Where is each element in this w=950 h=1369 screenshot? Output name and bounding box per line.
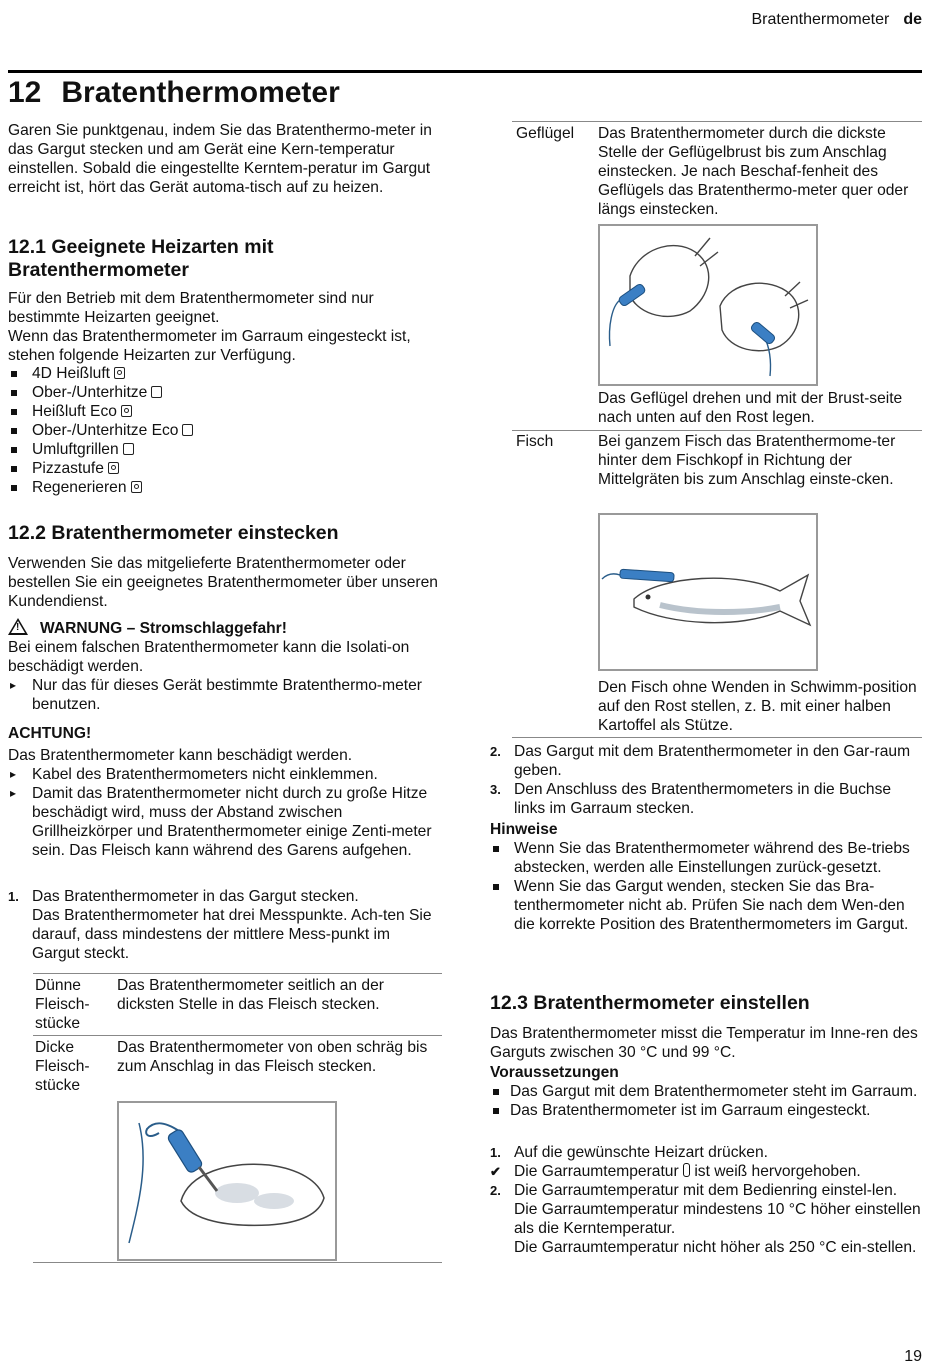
- step-text: Die Garraumtemperatur mit dem Bedienring einstel-len.: [514, 1182, 898, 1199]
- list-item: [8, 421, 438, 440]
- requirements-title: Voraussetzungen: [490, 1064, 619, 1081]
- chapter-title: [8, 75, 438, 111]
- pizza-setting-icon: [108, 462, 119, 474]
- list-item: [8, 440, 438, 459]
- caution-text: Das Bratenthermometer kann beschädigt werden.: [8, 747, 353, 764]
- step-list-1: [8, 887, 438, 963]
- step-detail: Die Garraumtemperatur nicht höher als 250 °C ein-stellen.: [514, 1239, 917, 1256]
- chapter-intro: Garen Sie punktgenau, indem Sie das Bratenthermo-meter in das Gargut stecken und am Gerät eine Kern-temperatur einstellen. Sobald die eingestellte Kerntem-peratur im Gargut erreicht ist, hört das Gerät automa-tisch auf zu heizen.: [8, 122, 432, 196]
- table-rule: [512, 121, 922, 122]
- language-code: de: [903, 11, 922, 28]
- hot-air-eco-icon: [121, 405, 132, 417]
- warning-text: Bei einem falschen Bratenthermometer kann die Isolati-on beschädigt werden.: [8, 639, 410, 675]
- list-item: [490, 742, 922, 780]
- reheat-icon: [131, 481, 142, 493]
- warning-title: WARNUNG – Stromschlaggefahr!: [40, 620, 287, 637]
- requirements-list: [490, 1082, 922, 1120]
- chapter-title-text: Bratenthermometer: [61, 76, 340, 109]
- section-12-1-title: 12.1 Geeignete Heizarten mit Bratenthermometer: [8, 236, 274, 281]
- poultry-illustration-svg: [600, 226, 816, 384]
- table-label-thick-meat: Dicke Fleisch-stücke: [35, 1039, 90, 1094]
- result-text-end: ist weiß hervorgehoben.: [694, 1163, 861, 1180]
- circulated-grill-icon: [123, 443, 134, 455]
- mode-label: Regenerieren: [32, 479, 127, 496]
- mode-label: Pizzastufe: [32, 460, 104, 477]
- step-number: 1.: [490, 1145, 501, 1160]
- fish-illustration-svg: [600, 515, 816, 669]
- mode-label: Ober-/Unterhitze: [32, 384, 148, 401]
- step-list-3: [490, 1143, 922, 1257]
- step-number: 2.: [490, 744, 501, 759]
- step-number: 3.: [490, 782, 501, 797]
- caution-actions: [8, 765, 438, 860]
- table-after-fish: Den Fisch ohne Wenden in Schwimm-position auf den Rost stellen, z. B. mit einer halben Kartoffel als Stütze.: [598, 679, 917, 734]
- table-rule: [512, 737, 922, 738]
- result-text: Die Garraumtemperatur: [514, 1163, 679, 1180]
- warning-triangle-icon: [8, 618, 28, 635]
- list-item: [8, 478, 438, 497]
- list-item: [490, 780, 922, 818]
- step-number: 1.: [8, 889, 19, 904]
- table-label-fish: Fisch: [516, 433, 554, 450]
- list-item: Wenn Sie das Bratenthermometer während des Be-triebs abstecken, werden alle Einstellungen zurück-gesetzt.: [490, 839, 922, 877]
- table-rule: [33, 1262, 442, 1263]
- page-number: 19: [904, 1348, 922, 1365]
- running-header: [751, 10, 922, 29]
- section-12-3-title: 12.3 Bratenthermometer einstellen: [490, 992, 810, 1014]
- list-item: [490, 1181, 922, 1257]
- notes-list: [490, 839, 922, 934]
- table-text-fish: Bei ganzem Fisch das Bratenthermome-ter hinter dem Fischkopf in Richtung der Mittelgräten bis zum Anschlag einste-cken.: [598, 433, 896, 488]
- mode-label: 4D Heißluft: [32, 365, 110, 382]
- table-text-thick-meat: Das Bratenthermometer von oben schräg bis zum Anschlag in das Fleisch stecken.: [117, 1039, 428, 1075]
- list-item: ▸ Kabel des Bratenthermometers nicht einklemmen.: [8, 765, 438, 784]
- header-rule: [8, 70, 922, 73]
- top-bottom-heat-eco-icon: [182, 424, 193, 436]
- section-12-1-para2: Wenn das Bratenthermometer im Garraum eingesteckt ist, stehen folgende Heizarten zur Verfügung.: [8, 328, 411, 364]
- poultry-probe-illustration: [598, 224, 818, 386]
- table-label-poultry: Geflügel: [516, 125, 575, 142]
- section-12-2-title: 12.2 Bratenthermometer einstecken: [8, 522, 339, 544]
- running-title: Bratenthermometer: [751, 11, 890, 28]
- chapter-number: 12: [8, 76, 42, 109]
- step-text: Das Gargut mit dem Bratenthermometer in den Gar-raum geben.: [514, 743, 911, 779]
- step-detail: Das Bratenthermometer hat drei Messpunkte. Ach-ten Sie darauf, dass mindestens der mittlere Mess-punkt im Gargut steckt.: [32, 907, 432, 962]
- meat-probe-illustration: [117, 1101, 337, 1261]
- list-item: Das Gargut mit dem Bratenthermometer steht im Garraum.: [490, 1082, 922, 1101]
- caution-title: ACHTUNG!: [8, 725, 92, 742]
- table-after-poultry: Das Geflügel drehen und mit der Brust-seite nach unten auf den Rost legen.: [598, 390, 903, 426]
- list-item: ▸ Damit das Bratenthermometer nicht durch zu große Hitze beschädigt wird, muss der Abstand zwischen Grillheizkörper und Bratenthermometer einige Zenti-meter sein. Das Fleisch kann während des Garens aufgehen.: [8, 784, 438, 860]
- top-bottom-heat-icon: [151, 386, 162, 398]
- warning-actions: [8, 676, 438, 714]
- table-rule: [33, 1035, 442, 1036]
- 4d-hot-air-icon: [114, 367, 125, 379]
- list-item: [490, 1162, 922, 1181]
- mode-label: Heißluft Eco: [32, 403, 117, 420]
- mode-label: Ober-/Unterhitze Eco: [32, 422, 179, 439]
- step-number: 2.: [490, 1183, 501, 1198]
- list-item: [490, 1143, 922, 1162]
- list-item: [8, 364, 438, 383]
- list-item: [8, 459, 438, 478]
- fish-probe-illustration: [598, 513, 818, 671]
- step-list-2: [490, 742, 922, 818]
- notes-title: Hinweise: [490, 821, 558, 838]
- table-rule: [33, 973, 442, 974]
- list-item: [8, 402, 438, 421]
- step-text: Das Bratenthermometer in das Gargut stecken.: [32, 888, 359, 905]
- table-text-poultry: Das Bratenthermometer durch die dickste Stelle der Geflügelbrust bis zum Anschlag einstecken. Je nach Beschaf-fenheit des Geflügels das Bratenthermo-meter quer oder längs einstecken.: [598, 125, 909, 218]
- heating-mode-list: [8, 364, 438, 497]
- list-item: ▸ Nur das für dieses Gerät bestimmte Bratenthermo-meter benutzen.: [8, 676, 438, 714]
- list-item: Wenn Sie das Gargut wenden, stecken Sie das Bra-tenthermometer nicht ab. Prüfen Sie nach dem Wen-den die korrekte Position des Bratenthermometers im Gargut.: [490, 877, 922, 934]
- table-label-thin-meat: Dünne Fleisch-stücke: [35, 977, 90, 1032]
- table-text-thin-meat: Das Bratenthermometer seitlich an der dicksten Stelle in das Fleisch stecken.: [117, 977, 384, 1013]
- table-rule: [512, 430, 922, 431]
- section-12-2-intro: Verwenden Sie das mitgelieferte Bratenthermometer oder bestellen Sie ein geeignetes Bratenthermometer über unseren Kundendienst.: [8, 555, 438, 610]
- warning-heading: [8, 618, 438, 638]
- step-text: Auf die gewünschte Heizart drücken.: [514, 1144, 768, 1161]
- section-12-3-intro: Das Bratenthermometer misst die Temperatur im Inne-ren des Garguts zwischen 30 °C und 99 °C.: [490, 1025, 918, 1061]
- meat-illustration-svg: [119, 1103, 335, 1259]
- checkmark-icon: ✔: [490, 1164, 501, 1179]
- thermometer-icon: [683, 1163, 690, 1177]
- section-12-1-para1: Für den Betrieb mit dem Bratenthermometer sind nur bestimmte Heizarten geeignet.: [8, 290, 374, 326]
- mode-label: Umluftgrillen: [32, 441, 119, 458]
- step-text: Den Anschluss des Bratenthermometers in die Buchse links im Garraum stecken.: [514, 781, 892, 817]
- list-item: Das Bratenthermometer ist im Garraum eingesteckt.: [490, 1101, 922, 1120]
- list-item: [8, 887, 438, 963]
- list-item: [8, 383, 438, 402]
- step-detail: Die Garraumtemperatur mindestens 10 °C höher einstellen als die Kerntemperatur.: [514, 1201, 921, 1237]
